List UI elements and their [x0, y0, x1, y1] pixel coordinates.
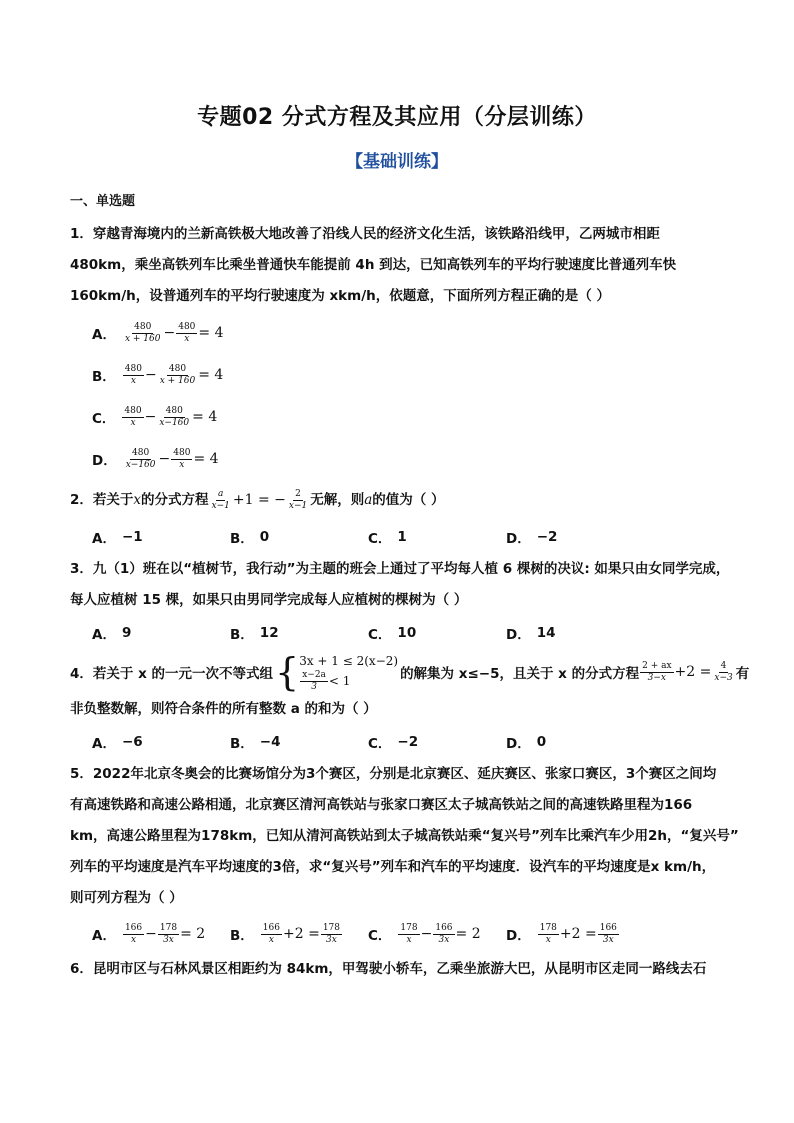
question-text-line: 非负整数解，则符合条件的所有整数 a 的和为（ ） — [70, 701, 377, 717]
question-text-line: 6．昆明市区与石林风景区相距约为 84km，甲驾驶小轿车，乙乘坐旅游大巴，从昆明市区走同一路线去石 — [70, 961, 707, 977]
fraction: $\frac{166}{x}$ — [262, 922, 280, 945]
question-text-line: 每人应植树 15 棵，如果只由男同学完成每人应植树的棵树为（ ） — [70, 592, 468, 608]
options-row — [70, 725, 730, 759]
option-d[interactable]: D． 0 — [506, 734, 547, 752]
question-text-line: 1．穿越青海境内的兰新高铁极大地改善了沿线人民的经济文化生活，该铁路沿线甲，乙两城市相距 — [70, 226, 660, 242]
fraction: $\frac{2}{x-1}$ — [288, 488, 308, 511]
question-text-line: 480km，乘坐高铁列车比乘坐普通快车能提前 4h 到达，已知高铁列车的平均行驶速度比普通列车快 — [70, 257, 677, 273]
question-text-line: 列车的平均速度是汽车平均速度的3倍，求“复兴号”列车和汽车的平均速度．设汽车的平均速度是x km/h， — [70, 859, 716, 875]
question-5 — [70, 759, 739, 954]
question-text-line: 有高速铁路和高速公路相通，北京赛区清河高铁站与张家口赛区太子城高铁站之间的高速铁路里程为166 — [70, 797, 693, 813]
fraction: $\frac{480}{x}$ — [124, 363, 142, 386]
question-text-line: km，高速公路里程为178km，已知从清河高铁站到太子城高铁站乘“复兴号”列车比乘汽车少用2h，“复兴号” — [70, 828, 739, 844]
question-text-line: 5．2022年北京冬奥会的比赛场馆分为3个赛区，分别是北京赛区、延庆赛区、张家口赛区，3个赛区之间均 — [70, 766, 717, 782]
fraction: $\frac{178}{x}$ — [539, 922, 557, 945]
question-text-line: 4．若关于 x 的一元一次不等式组 { 3x + 1 ≤ 2(x−2) $\frac{x-2a}{3}$ < 1 的解集为 x≤−5，且关于 x 的分式方程 $\frac{2 + ax}{3-x}$ +2 = $\frac{4}{x-3}$ 有 — [70, 650, 750, 694]
option-a[interactable]: A． 9 — [92, 625, 132, 643]
option-c[interactable]: C． $\frac{480}{x}$ − $\frac{480}{x-160}$ = 4 — [92, 405, 218, 428]
options-row — [70, 520, 730, 554]
question-4 — [70, 650, 750, 759]
fraction: $\frac{166}{3x}$ — [435, 922, 453, 945]
fraction: $\frac{178}{x}$ — [400, 922, 418, 945]
options-row — [70, 616, 730, 650]
question-text-line: 则可列方程为（ ） — [70, 890, 183, 906]
option-c[interactable]: C． −2 — [368, 734, 419, 752]
option-a[interactable]: A． $\frac{480}{x + 160}$ − $\frac{480}{x}$ = 4 — [92, 321, 224, 344]
fraction: $\frac{166}{x}$ — [124, 922, 143, 945]
page-title: 专题02 分式方程及其应用（分层训练） — [197, 105, 597, 130]
fraction: $\frac{a}{x-1}$ — [211, 488, 230, 511]
option-d[interactable]: D． $\frac{178}{x}$ +2 = $\frac{166}{3x}$ — [506, 922, 617, 945]
option-d[interactable]: D． $\frac{480}{x-160}$ − $\frac{480}{x}$ = 4 — [92, 447, 219, 470]
fraction: $\frac{480}{x + 160}$ — [124, 321, 161, 344]
option-d[interactable]: D． −2 — [506, 529, 558, 547]
question-text-line: 3．九（1）班在以“植树节，我行动”为主题的班会上通过了平均每人植 6 棵树的决议: 如果只由女同学完成， — [70, 561, 730, 577]
option-b[interactable]: B． 0 — [230, 529, 270, 547]
option-c[interactable]: C． 10 — [368, 625, 417, 643]
section-heading: 一、单选题 — [70, 194, 136, 209]
fraction: $\frac{166}{3x}$ — [599, 922, 617, 945]
question-2 — [70, 480, 730, 554]
option-a[interactable]: A． −6 — [92, 734, 143, 752]
inequality-system: { 3x + 1 ≤ 2(x−2) $\frac{x-2a}{3}$ < 1 — [275, 650, 399, 694]
section-subtitle: 【基础训练】 — [346, 152, 448, 172]
fraction: $\frac{480}{x}$ — [124, 405, 142, 428]
question-content — [70, 190, 750, 985]
fraction: $\frac{x-2a}{3}$ — [302, 669, 326, 692]
option-d[interactable]: D． 14 — [506, 625, 556, 643]
fraction: $\frac{480}{x}$ — [178, 321, 196, 344]
fraction: $\frac{480}{x-160}$ — [125, 447, 156, 470]
question-1 — [70, 219, 730, 480]
option-a[interactable]: A． $\frac{166}{x}$ − $\frac{178}{3x}$ = 2 — [92, 922, 206, 945]
option-a[interactable]: A． −1 — [92, 529, 143, 547]
fraction: $\frac{480}{x-160}$ — [159, 405, 190, 428]
option-c[interactable]: C． 1 — [368, 529, 407, 547]
fraction: $\frac{178}{3x}$ — [159, 922, 178, 945]
options-row — [70, 914, 730, 954]
fraction: $\frac{178}{3x}$ — [322, 922, 340, 945]
fraction: $\frac{480}{x + 160}$ — [159, 363, 196, 386]
fraction: $\frac{4}{x-3}$ — [714, 660, 733, 683]
question-text-line: 160km/h，设普通列车的平均行驶速度为 xkm/h，依题意，下面所列方程正确的是（ ） — [70, 288, 610, 304]
question-text-line: 2．若关于 x 的分式方程 $\frac{a}{x-1}$ +1 = − $\frac{2}{x-1}$ 无解，则 a 的值为（ ） — [70, 488, 445, 511]
fraction: $\frac{480}{x}$ — [173, 447, 191, 470]
question-6 — [70, 954, 730, 985]
fraction: $\frac{2 + ax}{3-x}$ — [642, 660, 672, 683]
option-b[interactable]: B． 12 — [230, 625, 279, 643]
option-c[interactable]: C． $\frac{178}{x}$ − $\frac{166}{3x}$ = 2 — [368, 922, 481, 945]
option-b[interactable]: B． −4 — [230, 734, 281, 752]
question-3 — [70, 554, 730, 650]
option-b[interactable]: B． $\frac{480}{x}$ − $\frac{480}{x + 160}$ = 4 — [92, 363, 224, 386]
option-b[interactable]: B． $\frac{166}{x}$ +2 = $\frac{178}{3x}$ — [230, 922, 340, 945]
